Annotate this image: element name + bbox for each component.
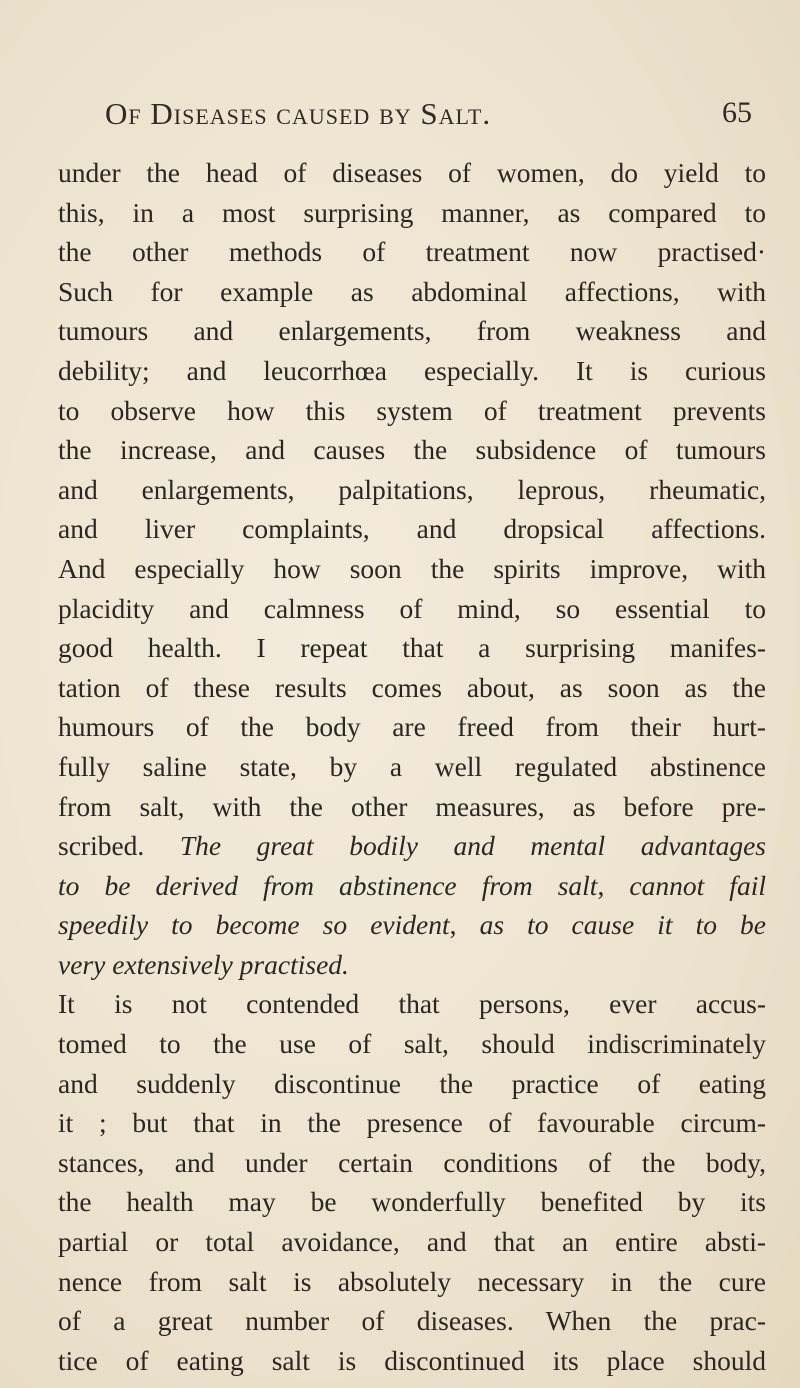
text-line [58,1024,766,1064]
text-line [58,311,766,351]
italic-text-segment: very extensively practised. [58,948,349,980]
text-segment: nence from salt is absolutely necessary in the cure [58,1265,766,1297]
text-line [58,747,766,787]
text-segment: and suddenly discontinue the practice of eating [58,1067,766,1099]
text-segment: It is not contended that persons, ever accus- [58,988,766,1020]
text-segment: tation of these results comes about, as soon as the [58,671,766,703]
text-line [58,549,766,589]
text-segment: the increase, and causes the subsidence of tumours [58,434,766,466]
text-segment: good health. I repeat that a surprising manifes- [58,632,766,664]
text-line [58,866,766,906]
text-line [58,589,766,629]
text-line [58,1143,766,1183]
text-line [58,272,766,312]
text-segment: partial or total avoidance, and that an entire absti- [58,1226,766,1258]
text-line [58,1341,766,1381]
text-line [58,945,766,985]
italic-text-segment: speedily to become so evident [58,909,450,941]
text-segment: placidity and calmness of mind, so essential to [58,592,766,624]
running-head [60,96,760,136]
text-segment: of a great number of diseases. When the prac- [58,1305,766,1337]
text-line [58,1222,766,1262]
text-line [58,905,766,945]
text-segment: this, in a most surprising manner, as compared to [58,196,766,228]
text-segment: scribed. [58,830,180,862]
text-segment: it ; but that in the presence of favourable circum- [58,1107,766,1139]
text-line [58,668,766,708]
text-segment: the other methods of treatment now practised· [58,236,766,268]
text-segment: stances, and under certain conditions of the body, [58,1146,766,1178]
text-segment: humours of the body are freed from their hurt- [58,711,766,743]
text-segment: tice of eating salt is discontinued its place should [58,1344,766,1376]
text-segment: to observe how this system of treatment prevents [58,394,766,426]
text-line [58,509,766,549]
text-segment: under the head of diseases of women, do yield to [58,157,766,188]
body-text [58,153,766,1380]
text-line [58,1182,766,1222]
text-line [58,787,766,827]
text-line [58,470,766,510]
italic-text-segment: The great bodily and mental advantages [179,830,766,862]
text-segment: and liver complaints, and dropsical affections. [58,513,766,545]
running-head-title: Of Diseases caused by Salt. [105,96,492,131]
text-line [58,1262,766,1302]
text-line [58,430,766,470]
text-line [58,1301,766,1341]
text-segment: Such for example as abdominal affections, with [58,275,766,307]
italic-text-segment: to be derived from abstinence from salt [58,869,598,901]
text-line [58,628,766,668]
text-line [58,153,766,193]
page-number: 65 [722,96,752,129]
text-segment: from salt, with the other measures, as before pre- [58,790,766,822]
text-segment: debility; and leucorrhœa especially. It is curious [58,354,766,386]
text-line [58,1064,766,1104]
text-line [58,1103,766,1143]
text-line [58,707,766,747]
italic-text-segment: cannot fail [629,869,766,901]
text-segment: and enlargements, palpitations, leprous, rheumatic, [58,473,766,505]
italic-text-segment: as to cause it to be [479,909,766,941]
text-line [58,391,766,431]
text-segment: tomed to the use of salt, should indiscriminately [58,1028,766,1060]
text-line [58,232,766,272]
text-segment: the health may be wonderfully benefited by its [58,1186,766,1218]
text-line [58,351,766,391]
text-segment: fully saline state, by a well regulated abstinence [58,750,766,782]
text-segment: And especially how soon the spirits improve, with [58,552,766,584]
text-segment: tumours and enlargements, from weakness and [58,315,766,347]
text-segment: , [597,869,630,901]
text-line [58,826,766,866]
text-line [58,984,766,1024]
text-line [58,193,766,233]
text-segment: , [449,909,480,941]
